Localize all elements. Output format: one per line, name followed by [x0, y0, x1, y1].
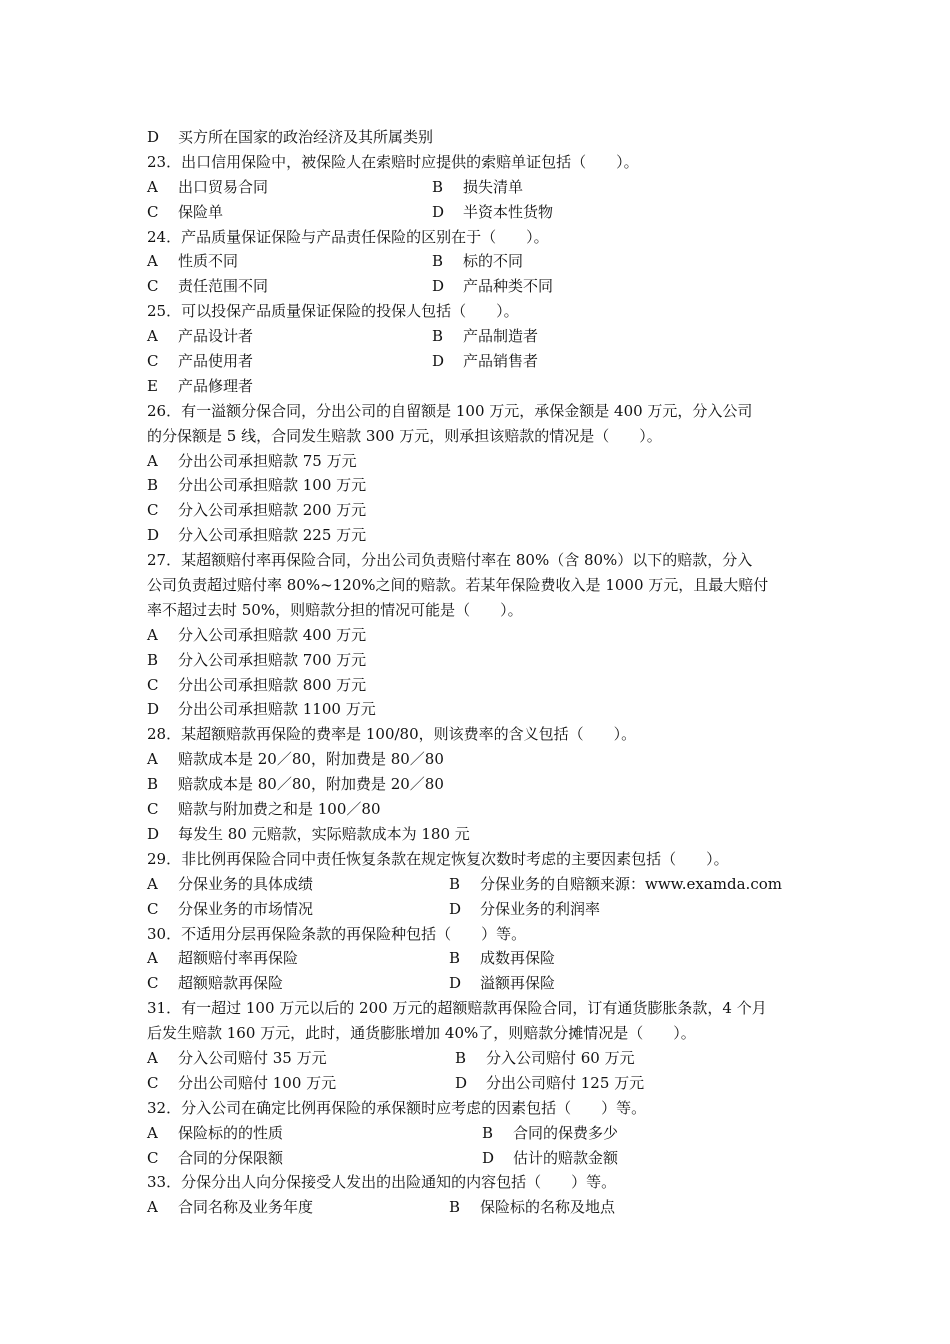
option-row: [147, 971, 819, 996]
answer-option: [147, 897, 313, 922]
answer-option: [455, 1071, 644, 1096]
option-text: 合同名称及业务年度: [178, 1198, 314, 1217]
option-text: 分保业务的利润率: [480, 899, 601, 918]
answer-option: [449, 1195, 615, 1220]
option-row: [147, 623, 819, 648]
option-letter: D: [432, 202, 445, 221]
option-text: 合同的保费多少: [513, 1123, 619, 1142]
option-text: 分入公司承担赔款 400 万元: [178, 625, 367, 644]
option-text: 超额赔付率再保险: [178, 949, 299, 968]
question-text-line: 的分保额是 5 线，合同发生赔款 300 万元，则承担该赔款的情况是（ ）。: [147, 426, 662, 445]
option-row: [147, 946, 819, 971]
answer-option: [147, 249, 238, 274]
question-text-line: 率不超过去时 50%，则赔款分担的情况可能是（ ）。: [147, 600, 523, 619]
option-text: 保险标的的性质: [178, 1123, 284, 1142]
option-text: 分入公司赔付 60 万元: [486, 1048, 635, 1067]
option-letter: C: [147, 277, 159, 296]
option-text: 买方所在国家的政治经济及其所属类别: [178, 128, 434, 146]
option-letter: D: [432, 277, 445, 296]
exam-question-page: [147, 125, 819, 1220]
option-letter: C: [147, 202, 159, 221]
option-row: [147, 772, 819, 797]
option-letter: B: [449, 1198, 461, 1217]
option-text: 分入公司承担赔款 200 万元: [178, 501, 367, 520]
option-row: [147, 673, 819, 698]
answer-option: [449, 971, 555, 996]
question-text-line: 31．有一超过 100 万元以后的 200 万元的超额赔款再保险合同，订有通货膨胀条款，4 个月: [147, 999, 767, 1018]
option-text: 合同的分保限额: [178, 1148, 284, 1167]
option-row: [147, 822, 819, 847]
option-text: 产品修理者: [178, 376, 254, 395]
option-letter: A: [147, 625, 158, 644]
option-row: [147, 349, 819, 374]
option-row: [147, 1121, 819, 1146]
option-letter: A: [147, 327, 158, 346]
option-text: 分出公司赔付 125 万元: [486, 1073, 645, 1092]
answer-option: [147, 1121, 283, 1146]
answer-option: [147, 523, 366, 548]
answer-option: [147, 673, 366, 698]
option-text: 分入公司赔付 35 万元: [178, 1048, 327, 1067]
option-letter: C: [147, 800, 159, 819]
option-text: 分出公司承担赔款 1100 万元: [178, 700, 376, 719]
option-letter: B: [432, 327, 444, 346]
option-text: 性质不同: [178, 252, 239, 271]
option-letter: C: [147, 675, 159, 694]
option-text: 分出公司承担赔款 100 万元: [178, 476, 367, 495]
option-letter: C: [147, 352, 159, 371]
option-letter: A: [147, 1198, 158, 1217]
question: [147, 996, 819, 1046]
option-text: 每发生 80 元赔款，实际赔款成本为 180 元: [178, 824, 470, 843]
option-text: 产品销售者: [463, 352, 539, 371]
option-letter: D: [432, 352, 445, 371]
answer-option: [147, 623, 366, 648]
question: [147, 1096, 819, 1121]
option-row: [147, 324, 819, 349]
option-letter: D: [147, 700, 160, 719]
option-row: [147, 274, 819, 299]
option-row: [147, 374, 819, 399]
option-text: 产品制造者: [463, 327, 539, 346]
option-letter: B: [482, 1123, 494, 1142]
option-letter: B: [432, 252, 444, 271]
question-text-line: 26．有一溢额分保合同，分出公司的自留额是 100 万元，承保金额是 400 万元，分入公司: [147, 401, 753, 420]
option-letter: D: [449, 899, 462, 918]
answer-option: [147, 971, 283, 996]
option-letter: A: [147, 750, 158, 769]
option-letter: D: [449, 974, 462, 993]
option-row: [147, 125, 819, 150]
option-letter: E: [147, 376, 158, 395]
option-letter: A: [147, 1123, 158, 1142]
option-text: 估计的赔款金额: [513, 1148, 619, 1167]
question-text-line: 30．不适用分层再保险条款的再保险种包括（ ）等。: [147, 924, 527, 943]
option-text: 赔款与附加费之和是 100／80: [178, 800, 381, 819]
option-letter: A: [147, 874, 158, 893]
answer-option: [147, 872, 313, 897]
option-letter: C: [147, 899, 159, 918]
answer-option: [482, 1121, 618, 1146]
option-letter: B: [147, 650, 159, 669]
answer-option: [147, 449, 357, 474]
option-letter: A: [147, 451, 158, 470]
option-letter: A: [147, 1048, 158, 1067]
option-row: [147, 1195, 819, 1220]
answer-option: [147, 1071, 336, 1096]
answer-option: [147, 772, 444, 797]
option-text: 分出公司赔付 100 万元: [178, 1073, 337, 1092]
option-letter: D: [482, 1148, 495, 1167]
answer-option: [449, 897, 600, 922]
option-letter: B: [147, 775, 159, 794]
option-text: 产品使用者: [178, 352, 254, 371]
answer-option: [147, 324, 253, 349]
answer-option: [147, 498, 366, 523]
question-text-line: 32．分入公司在确定比例再保险的承保额时应考虑的因素包括（ ）等。: [147, 1098, 647, 1117]
question-text-line: 27．某超额赔付率再保险合同，分出公司负责赔付率在 80%（含 80%）以下的赔款，分入: [147, 551, 753, 570]
option-text: 保险单: [178, 202, 224, 221]
option-letter: C: [147, 1073, 159, 1092]
option-text: 成数再保险: [480, 949, 556, 968]
question: [147, 722, 819, 747]
question: [147, 1170, 819, 1195]
option-text: 分保业务的具体成绩: [178, 874, 314, 893]
answer-option: [147, 747, 444, 772]
option-row: [147, 523, 819, 548]
option-row: [147, 747, 819, 772]
option-letter: D: [147, 526, 160, 545]
option-row: [147, 473, 819, 498]
option-row: [147, 797, 819, 822]
answer-option: [147, 349, 253, 374]
option-letter: B: [449, 874, 461, 893]
option-text: 分保业务的自赔额来源：www.examda.com: [480, 874, 782, 893]
answer-option: [449, 946, 555, 971]
answer-option: [147, 946, 298, 971]
option-text: 分入公司承担赔款 225 万元: [178, 526, 367, 545]
option-text: 保险标的名称及地点: [480, 1198, 616, 1217]
option-letter: D: [455, 1073, 468, 1092]
option-row: [147, 498, 819, 523]
answer-option: [455, 1046, 635, 1071]
option-text: 出口贸易合同: [178, 177, 269, 196]
option-letter: C: [147, 974, 159, 993]
answer-option: [147, 274, 268, 299]
answer-option: [432, 324, 538, 349]
option-row: [147, 1071, 819, 1096]
answer-option: [449, 872, 782, 897]
answer-option: [432, 200, 553, 225]
option-row: [147, 897, 819, 922]
option-letter: C: [147, 501, 159, 520]
question-text-line: 29．非比例再保险合同中责任恢复条款在规定恢复次数时考虑的主要因素包括（ ）。: [147, 849, 729, 868]
option-text: 分出公司承担赔款 75 万元: [178, 451, 357, 470]
option-letter: A: [147, 177, 158, 196]
answer-option: [147, 374, 253, 399]
option-letter: B: [449, 949, 461, 968]
question: [147, 399, 819, 449]
option-row: [147, 1146, 819, 1171]
answer-option: [147, 648, 366, 673]
option-text: 损失清单: [463, 177, 524, 196]
answer-option: [147, 697, 376, 722]
option-letter: B: [147, 476, 159, 495]
question: [147, 150, 819, 175]
question: [147, 548, 819, 623]
answer-option: [432, 249, 523, 274]
option-row: [147, 1046, 819, 1071]
answer-option: [147, 1046, 327, 1071]
option-text: 超额赔款再保险: [178, 974, 284, 993]
option-letter: D: [147, 824, 160, 843]
option-row: [147, 697, 819, 722]
answer-option: [432, 349, 538, 374]
answer-option: [147, 1146, 283, 1171]
option-text: 半资本性货物: [463, 202, 554, 221]
answer-option: [147, 797, 381, 822]
option-text: 溢额再保险: [480, 974, 556, 993]
option-letter: C: [147, 1148, 159, 1167]
option-text: 分保业务的市场情况: [178, 899, 314, 918]
option-row: [147, 449, 819, 474]
question: [147, 922, 819, 947]
option-row: [147, 200, 819, 225]
option-text: 分入公司承担赔款 700 万元: [178, 650, 367, 669]
answer-option: [147, 1195, 313, 1220]
question-text-line: 25．可以投保产品质量保证保险的投保人包括（ ）。: [147, 302, 519, 321]
option-text: 产品种类不同: [463, 277, 554, 296]
question-text-line: 后发生赔款 160 万元，此时，通货膨胀增加 40%了，则赔款分摊情况是（ ）。: [147, 1024, 696, 1043]
option-text: 分出公司承担赔款 800 万元: [178, 675, 367, 694]
answer-option: [482, 1146, 618, 1171]
option-row: [147, 175, 819, 200]
answer-option: [147, 822, 470, 847]
answer-option: [147, 200, 223, 225]
option-letter: B: [455, 1048, 467, 1067]
question-text-line: 23．出口信用保险中，被保险人在索赔时应提供的索赔单证包括（ ）。: [147, 152, 639, 171]
answer-option: [432, 274, 553, 299]
option-row: [147, 648, 819, 673]
option-letter: B: [432, 177, 444, 196]
question: [147, 225, 819, 250]
option-row: [147, 249, 819, 274]
question-text-line: 24．产品质量保证保险与产品责任保险的区别在于（ ）。: [147, 227, 549, 246]
question: [147, 847, 819, 872]
option-text: 赔款成本是 80／80，附加费是 20／80: [178, 775, 444, 794]
question: [147, 299, 819, 324]
option-letter: D: [147, 128, 160, 146]
option-text: 标的不同: [463, 252, 524, 271]
answer-option: [147, 125, 433, 150]
question-text-line: 公司负责超过赔付率 80%~120%之间的赔款。若某年保险费收入是 1000 万元，且最大赔付: [147, 576, 769, 595]
answer-option: [147, 473, 366, 498]
option-text: 责任范围不同: [178, 277, 269, 296]
answer-option: [147, 175, 268, 200]
option-row: [147, 872, 819, 897]
option-letter: A: [147, 949, 158, 968]
option-text: 产品设计者: [178, 327, 254, 346]
answer-option: [432, 175, 523, 200]
option-text: 赔款成本是 20／80，附加费是 80／80: [178, 750, 444, 769]
question-text-line: 33．分保分出人向分保接受人发出的出险通知的内容包括（ ）等。: [147, 1173, 617, 1192]
question-text-line: 28．某超额赔款再保险的费率是 100/80，则该费率的含义包括（ ）。: [147, 725, 637, 744]
option-letter: A: [147, 252, 158, 271]
